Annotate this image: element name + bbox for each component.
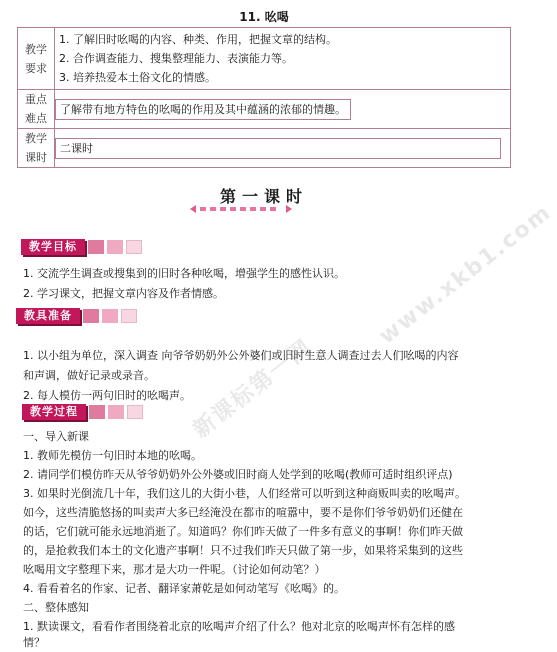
process-line: 1. 默读课文，看看作者围绕着北京的吆喝声介绍了什么？他对北京的吆喝声怀有怎样的感 — [23, 620, 455, 633]
goal-item: 2. 学习课文，把握文章内容及作者情感。 — [23, 287, 224, 300]
prep-item: 2. 每人模仿一两句旧时的吆喝声。 — [23, 389, 191, 402]
process-line: 1. 教师先模仿一句旧时本地的吆喝。 — [23, 449, 202, 462]
section-badge-prep: 教具准备 — [16, 308, 137, 324]
watermark: www.xkb1.com — [374, 199, 557, 350]
requirement-item: 2. 合作调查能力、搜集整理能力、表演能力等。 — [59, 52, 293, 65]
process-line: 情？ — [23, 636, 45, 649]
info-value — [55, 129, 511, 168]
goal-item: 1. 交流学生调查或搜集到的旧时各种吆喝，增强学生的感性认识。 — [23, 267, 345, 280]
period-title: 第一课时 — [219, 187, 308, 206]
prep-item: 和声调，做好记录或录音。 — [23, 369, 155, 382]
process-line: 的，是抢救我们本土的文化遗产事啊！只不过我们昨天只做了第一步，如果将采集到的这些 — [23, 544, 463, 557]
process-line: 4. 看看着名的作家、记者、翻译家萧乾是如何动笔写《吆喝》的。 — [23, 582, 345, 595]
prep-item: 1. 以小组为单位，深入调查 向爷爷奶奶外公外婆们或旧时生意人调查过去人们吆喝的内容 — [23, 349, 459, 362]
process-line: 一、导入新课 — [23, 430, 89, 443]
lesson-hours-text: 二课时 — [55, 138, 501, 159]
info-value — [55, 28, 511, 90]
info-label: 教学 要求 — [18, 28, 55, 90]
info-label: 教学 课时 — [18, 129, 55, 168]
section-badge-process: 教学过程 — [22, 404, 143, 420]
watermark: 新课标第一网 — [188, 334, 318, 444]
info-label: 重点 难点 — [18, 90, 55, 129]
process-line: 3. 如果时光倒流几十年，我们这儿的大街小巷，人们经常可以听到这种商贩叫卖的吆喝声。 — [23, 487, 466, 500]
section-badge-goals: 教学目标 — [21, 239, 142, 255]
decorative-divider — [186, 203, 296, 215]
info-value — [55, 90, 511, 129]
process-line: 如今，这些清脆悠扬的叫卖声大多已经淹没在都市的喧嚣中，要不是你们爷爷奶奶们还健在 — [23, 506, 463, 519]
info-row-hours — [18, 129, 511, 168]
process-line: 的话，它们就可能永远地消逝了。知道吗？你们昨天做了一件多有意义的事啊！你们昨天做 — [23, 525, 463, 538]
info-row-requirements — [18, 28, 511, 90]
lesson-info-table — [17, 27, 511, 168]
key-point-text: 了解带有地方特色的吆喝的作用及其中蕴涵的浓郁的情趣。 — [55, 99, 351, 120]
requirement-item: 3. 培养热爱本土俗文化的情感。 — [59, 71, 216, 84]
info-row-key-points — [18, 90, 511, 129]
process-line: 吆喝用文字整理下来，那才是大功一件呢。（讨论如何动笔？） — [23, 563, 326, 576]
process-line: 2. 请同学们模仿昨天从爷爷奶奶外公外婆或旧时商人处学到的吆喝(教师可适时组织评点) — [23, 468, 453, 481]
requirement-item: 1. 了解旧时吆喝的内容、种类、作用，把握文章的结构。 — [59, 33, 337, 46]
process-line: 二、整体感知 — [23, 601, 89, 614]
lesson-title: 11. 吆喝 — [239, 10, 289, 24]
